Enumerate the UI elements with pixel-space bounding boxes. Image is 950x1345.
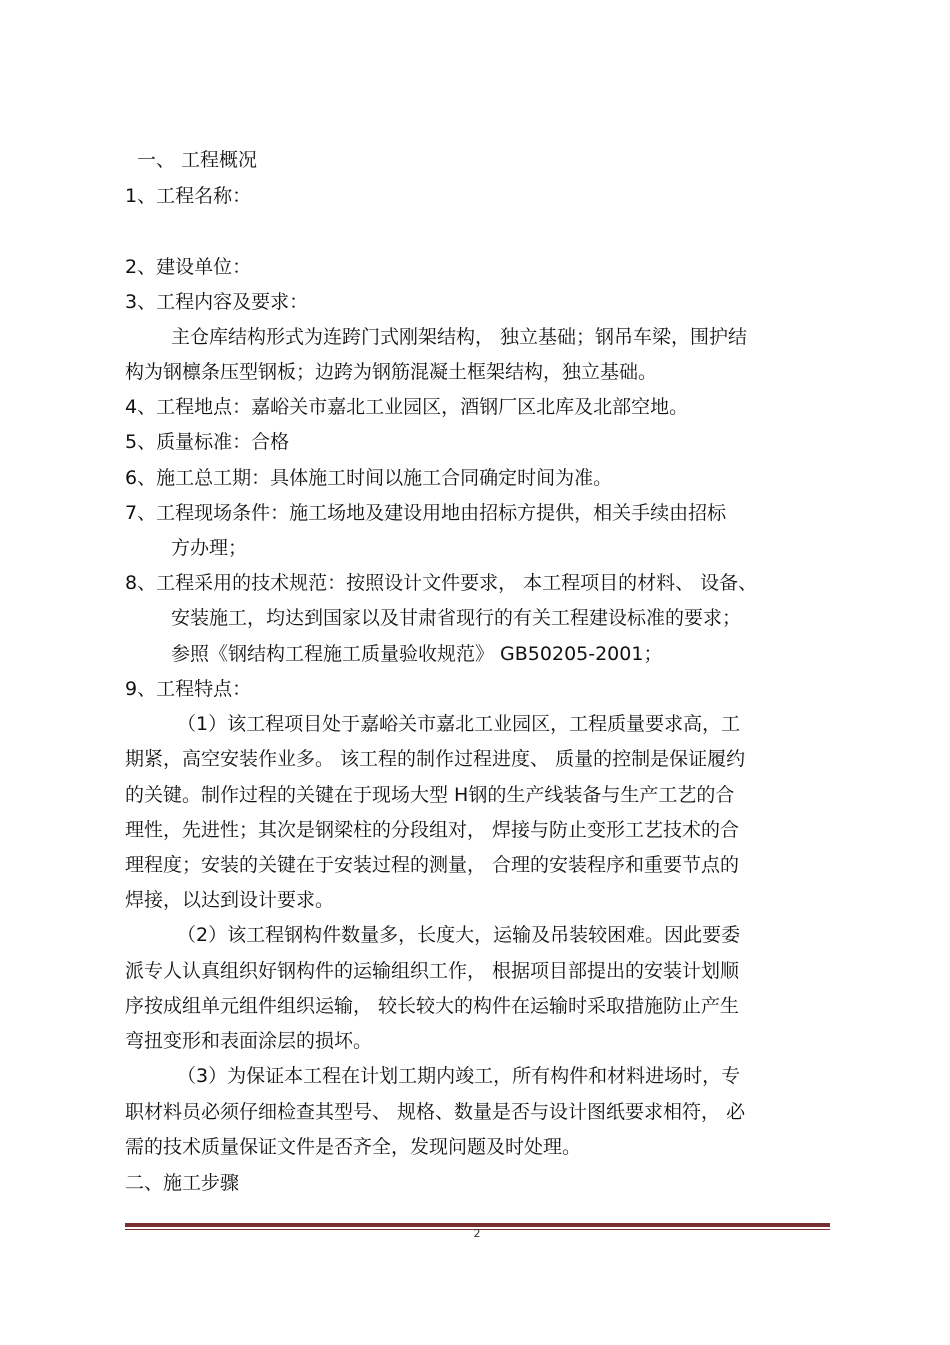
item-project-features: 9、工程特点： [125,678,252,700]
paragraph-line: 安装施工，均达到国家以及甘肃省现行的有关工程建设标准的要求； [171,607,742,629]
paragraph-line: （3）为保证本工程在计划工期内竣工，所有构件和材料进场时，专 [177,1065,741,1087]
section-heading-steps: 二、施工步骤 [125,1172,240,1194]
item-project-location: 4、工程地点：嘉峪关市嘉北工业园区，酒钢厂区北库及北部空地。 [125,396,689,418]
item-technical-specs: 8、工程采用的技术规范：按照设计文件要求， 本工程项目的材料、 设备、 [125,572,758,594]
section-heading-overview: 一、 工程概况 [137,149,258,171]
paragraph-line: 理程度；安装的关键在于安装过程的测量， 合理的安装程序和重要节点的 [125,854,740,876]
paragraph-line: 构为钢檩条压型钢板；边跨为钢筋混凝土框架结构，独立基础。 [125,361,658,383]
item-site-conditions: 7、工程现场条件：施工场地及建设用地由招标方提供，相关手续由招标 [125,502,727,524]
paragraph-line: 弯扭变形和表面涂层的损坏。 [125,1030,373,1052]
paragraph-line: 理性，先进性；其次是钢梁柱的分段组对， 焊接与防止变形工艺技术的合 [125,819,740,841]
paragraph-line: 职材料员必须仔细检查其型号、 规格、数量是否与设计图纸要求相符， 必 [125,1101,746,1123]
paragraph-line: 主仓库结构形式为连跨门式刚架结构， 独立基础；钢吊车梁，围护结 [171,326,748,348]
paragraph-line: 需的技术质量保证文件是否齐全，发现问题及时处理。 [125,1136,582,1158]
paragraph-line: （2）该工程钢构件数量多，长度大，运输及吊装较困难。因此要委 [177,924,741,946]
paragraph-line: 方办理； [171,537,248,559]
item-total-duration: 6、施工总工期：具体施工时间以施工合同确定时间为准。 [125,467,613,489]
item-quality-standard: 5、质量标准：合格 [125,431,290,453]
paragraph-line: 参照《钢结构工程施工质量验收规范》 GB50205-2001； [171,643,663,665]
paragraph-line: 焊接，以达到设计要求。 [125,889,335,911]
paragraph-line: （1）该工程项目处于嘉峪关市嘉北工业园区，工程质量要求高，工 [177,713,741,735]
paragraph-line: 序按成组单元组件组织运输， 较长较大的构件在运输时采取措施防止产生 [125,995,740,1017]
page-number: 2 [473,1227,481,1240]
item-content-requirements: 3、工程内容及要求： [125,291,309,313]
paragraph-line: 派专人认真组织好钢构件的运输组织工作， 根据项目部提出的安装计划顺 [125,960,740,982]
paragraph-line: 的关键。制作过程的关键在于现场大型 H钢的生产线装备与生产工艺的合 [125,784,735,806]
paragraph-line: 期紧，高空安装作业多。 该工程的制作过程进度、 质量的控制是保证履约 [125,748,746,770]
item-project-name: 1、工程名称： [125,185,252,207]
item-construction-unit: 2、建设单位： [125,256,252,278]
